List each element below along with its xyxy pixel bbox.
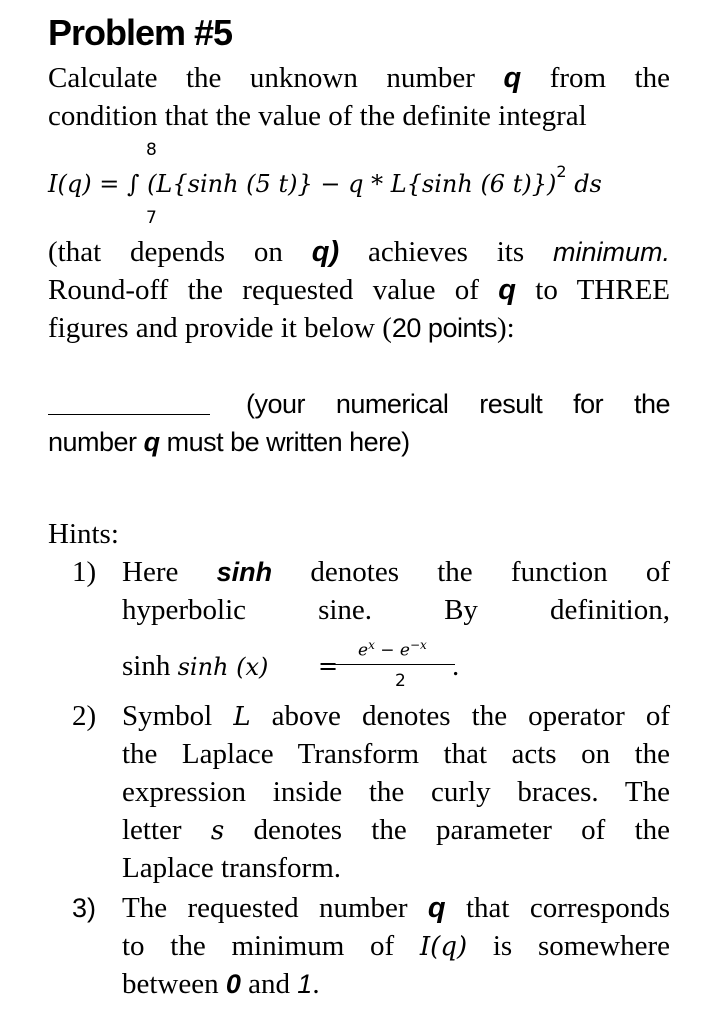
q-symbol: q bbox=[498, 274, 516, 306]
hint-3-line-3 bbox=[122, 968, 320, 1001]
hint-1-number: 1) bbox=[72, 556, 97, 588]
hint-text: that corresponds bbox=[466, 892, 670, 924]
sinh-word: sinh bbox=[216, 557, 273, 587]
intro-line-1 bbox=[48, 62, 670, 95]
integral-function: I(q) bbox=[419, 932, 468, 962]
integral-lower-limit: 7 bbox=[146, 208, 157, 228]
hints-heading: Hints: bbox=[48, 518, 119, 550]
integral-differential: ds bbox=[574, 170, 602, 198]
hint-1-line-1 bbox=[122, 556, 670, 589]
integral-expression: I(q) = ∫ (L{sinh (5 t)} − q * L{sinh (6 t)}) bbox=[48, 170, 557, 198]
answer-instruction-2 bbox=[48, 427, 410, 458]
sinh-prefix: sinh bbox=[122, 650, 171, 682]
hint-text: Here bbox=[122, 556, 179, 588]
hint-text: to the minimum of bbox=[122, 930, 395, 962]
exp-power: −x bbox=[409, 638, 427, 652]
sinh-function: sinh (x) bbox=[177, 653, 269, 681]
hint-text: Symbol bbox=[122, 700, 213, 732]
body-line-3 bbox=[48, 236, 670, 269]
period: . bbox=[312, 968, 320, 1000]
body-text: ): bbox=[496, 312, 515, 344]
hint-1-line-2: hyperbolic sine. By definition, bbox=[122, 594, 670, 626]
answer-blank-line[interactable] bbox=[48, 414, 210, 415]
exp-base: − e bbox=[380, 640, 410, 661]
hint-text: is somewhere bbox=[492, 930, 671, 962]
hint-text: denotes the function of bbox=[310, 556, 670, 588]
hint-3-line-1 bbox=[122, 892, 670, 925]
parameter-s: s bbox=[210, 816, 225, 846]
equals-sign: = bbox=[318, 652, 339, 680]
problem-title: Problem #5 bbox=[48, 12, 233, 53]
fraction-bar bbox=[333, 664, 455, 665]
hint-2-line-3: expression inside the curly braces. The bbox=[122, 776, 670, 808]
integral-formula bbox=[48, 162, 602, 198]
body-text: achieves its bbox=[368, 236, 525, 268]
period: . bbox=[452, 650, 460, 682]
exp-base: e bbox=[358, 640, 369, 661]
hint-text: between bbox=[122, 968, 219, 1000]
body-text: Round-off the requested value of bbox=[48, 274, 479, 306]
answer-text: must be written here) bbox=[166, 427, 410, 457]
hint-2-number: 2) bbox=[72, 700, 97, 732]
upper-bound: 1 bbox=[297, 969, 313, 999]
q-symbol: q bbox=[143, 427, 160, 457]
answer-text: number bbox=[48, 427, 137, 457]
sinh-definition-lhs bbox=[122, 650, 268, 683]
hint-2-line-1 bbox=[122, 700, 670, 733]
hint-text: letter bbox=[122, 814, 182, 846]
hint-3-line-2 bbox=[122, 930, 670, 963]
intro-text: from the bbox=[549, 62, 670, 94]
body-text: figures and provide it below ( bbox=[48, 312, 392, 344]
body-line-4 bbox=[48, 274, 670, 307]
hint-text: denotes the parameter of the bbox=[253, 814, 671, 846]
minimum-word: minimum. bbox=[553, 237, 671, 267]
intro-line-2: condition that the value of the definite integral bbox=[48, 100, 587, 132]
q-symbol: q bbox=[503, 62, 522, 94]
hint-2-line-5: Laplace transform. bbox=[122, 852, 342, 884]
body-line-5 bbox=[48, 312, 670, 345]
hint-2-line-4 bbox=[122, 814, 670, 847]
answer-instruction-1: (your numerical result for the bbox=[246, 389, 670, 419]
integral-upper-limit: 8 bbox=[146, 140, 157, 160]
hint-2-line-2: the Laplace Transform that acts on the bbox=[122, 738, 670, 770]
body-text: to THREE bbox=[535, 274, 671, 306]
exp-power: x bbox=[368, 638, 375, 652]
points-label: 20 points bbox=[391, 313, 497, 343]
q-symbol: q) bbox=[311, 236, 340, 268]
laplace-symbol: L bbox=[233, 702, 251, 732]
fraction-denominator: 2 bbox=[395, 671, 406, 691]
power-exponent: 2 bbox=[556, 162, 567, 181]
lower-bound: 0 bbox=[225, 969, 241, 999]
body-text: (that depends on bbox=[48, 236, 283, 268]
hint-text: The requested number bbox=[122, 892, 408, 924]
hint-text: above denotes the operator of bbox=[271, 700, 671, 732]
fraction-numerator bbox=[358, 638, 427, 661]
intro-text: Calculate the unknown number bbox=[48, 62, 475, 94]
hint-text: and bbox=[248, 968, 291, 1000]
hint-3-number: 3) bbox=[72, 893, 97, 923]
q-symbol: q bbox=[427, 892, 446, 924]
